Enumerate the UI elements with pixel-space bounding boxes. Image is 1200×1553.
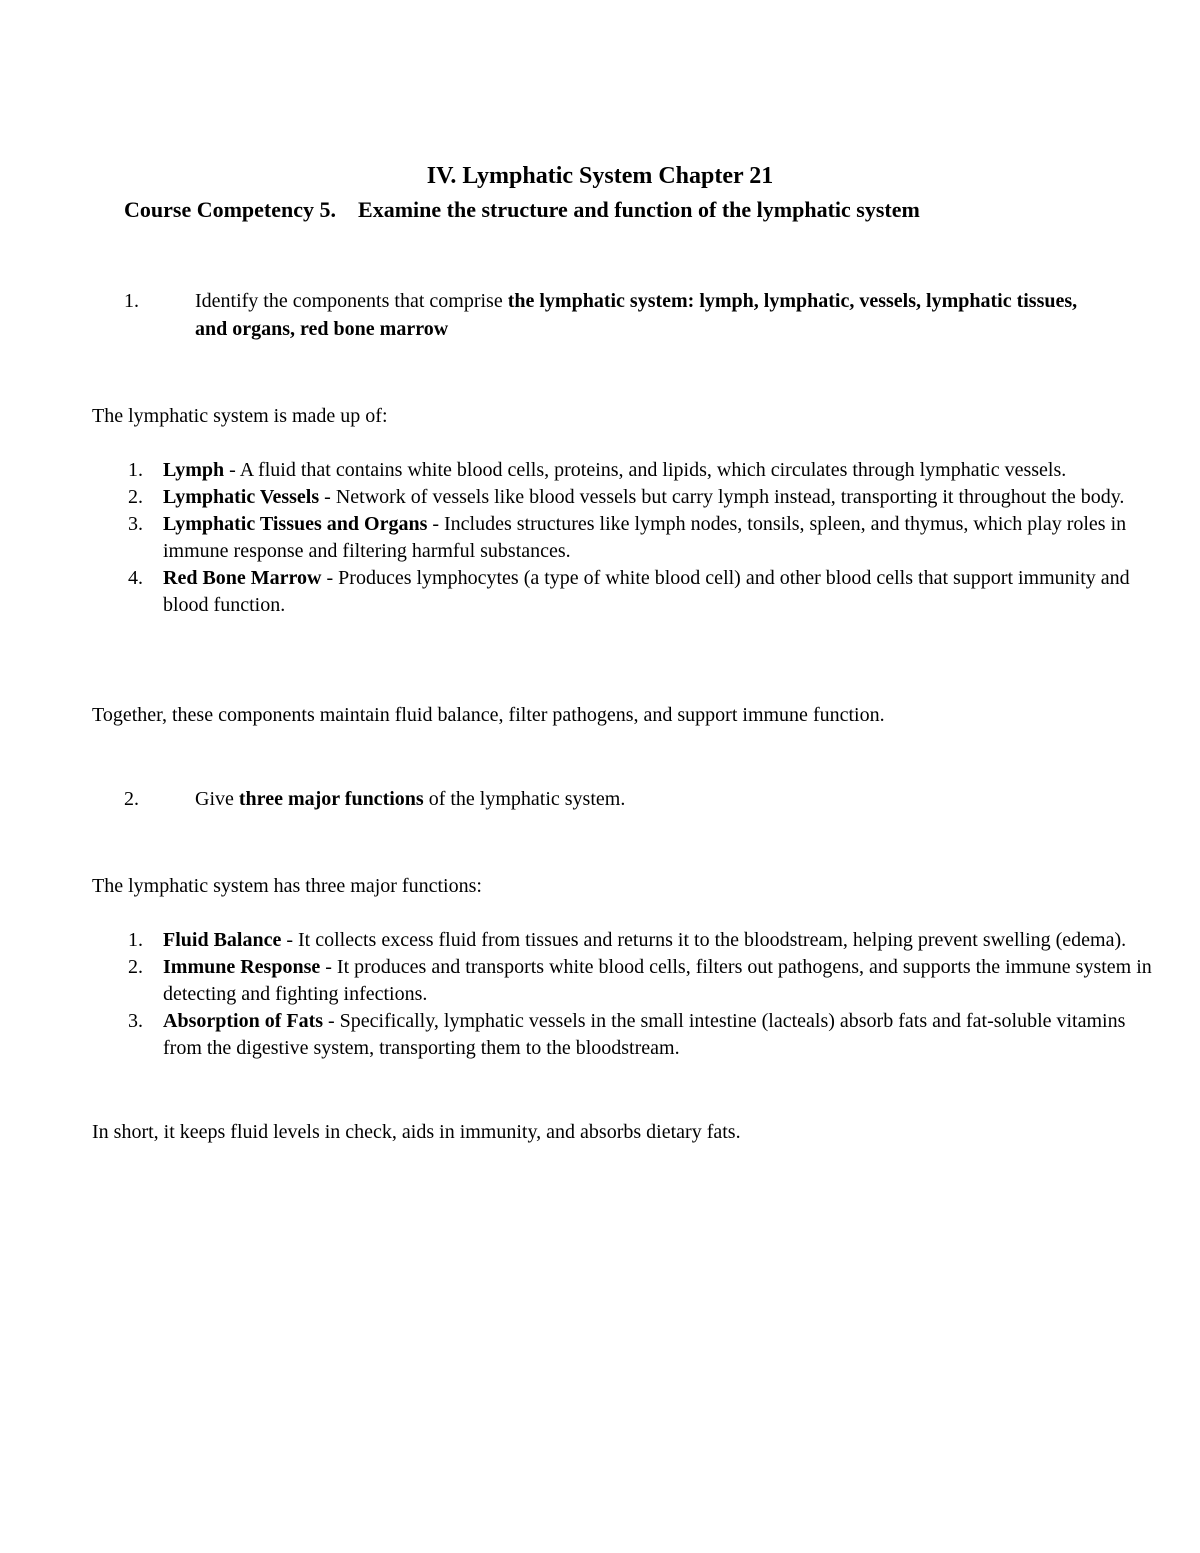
list-item-term: Immune Response xyxy=(163,956,321,978)
list-item-term: Absorption of Fats xyxy=(163,1010,324,1032)
list-item-term: Lymph xyxy=(163,459,225,481)
competency-label: Course Competency 5. xyxy=(124,197,337,222)
functions-summary: In short, it keeps fluid levels in check, aids in immunity, and absorbs dietary fats. xyxy=(92,1121,741,1143)
list-item-number: 1. xyxy=(128,459,143,481)
list-item-desc: - Specifically, lymphatic vessels in the small intestine (lacteals) absorb fats and fat-soluble vitamins from the digestive system, transporting them to the bloodstream. xyxy=(163,1010,1126,1059)
question-2-bold: three major functions xyxy=(238,788,424,810)
competency-text: Examine the structure and function of the lymphatic system xyxy=(358,197,920,222)
course-competency xyxy=(124,194,1084,226)
list-item xyxy=(92,484,1162,511)
list-item xyxy=(92,511,1162,565)
components-list xyxy=(92,457,1162,619)
list-item-term: Lymphatic Tissues and Organs xyxy=(163,513,428,535)
list-item-desc: - Network of vessels like blood vessels but carry lymph instead, transporting it throughout the body. xyxy=(319,486,1125,508)
list-item xyxy=(92,954,1162,1008)
list-item-desc: - A fluid that contains white blood cells, proteins, and lipids, which circulates through lymphatic vessels. xyxy=(224,459,1067,481)
list-item xyxy=(92,1008,1162,1062)
list-item-number: 3. xyxy=(128,1010,143,1032)
question-1 xyxy=(124,287,1084,343)
list-item xyxy=(92,927,1162,954)
list-item-term: Red Bone Marrow xyxy=(163,567,322,589)
list-item-number: 2. xyxy=(128,956,143,978)
list-item-term: Lymphatic Vessels xyxy=(163,486,320,508)
components-intro: The lymphatic system is made up of: xyxy=(92,405,388,427)
question-2-prefix: Give xyxy=(195,788,239,810)
functions-intro: The lymphatic system has three major functions: xyxy=(92,875,482,897)
list-item-desc: - Produces lymphocytes (a type of white blood cell) and other blood cells that support immunity and blood function. xyxy=(163,567,1130,616)
question-1-bold: the lymphatic system: lymph, lymphatic, vessels, lymphatic tissues, and organs, red bone marrow xyxy=(195,290,1078,340)
list-item-number: 4. xyxy=(128,567,143,589)
list-item-number: 1. xyxy=(128,929,143,951)
list-item-number: 2. xyxy=(128,486,143,508)
question-2-number: 2. xyxy=(124,788,139,810)
question-1-prefix: Identify the components that comprise xyxy=(195,290,508,312)
question-2-suffix: of the lymphatic system. xyxy=(423,788,626,810)
question-2 xyxy=(124,785,1084,813)
list-item xyxy=(92,565,1162,619)
functions-list xyxy=(92,927,1162,1062)
document-title: IV. Lymphatic System Chapter 21 xyxy=(426,163,774,189)
components-summary: Together, these components maintain fluid balance, filter pathogens, and support immune function. xyxy=(92,704,885,726)
list-item-desc: - It collects excess fluid from tissues and returns it to the bloodstream, helping prevent swelling (edema). xyxy=(281,929,1127,951)
list-item-desc: - Includes structures like lymph nodes, tonsils, spleen, and thymus, which play roles in immune response and filtering harmful substances. xyxy=(163,513,1127,562)
list-item-term: Fluid Balance xyxy=(163,929,282,951)
list-item xyxy=(92,457,1162,484)
list-item-desc: - It produces and transports white blood cells, filters out pathogens, and supports the immune system in detecting and fighting infections. xyxy=(163,956,1152,1005)
list-item-number: 3. xyxy=(128,513,143,535)
question-1-number: 1. xyxy=(124,290,139,312)
